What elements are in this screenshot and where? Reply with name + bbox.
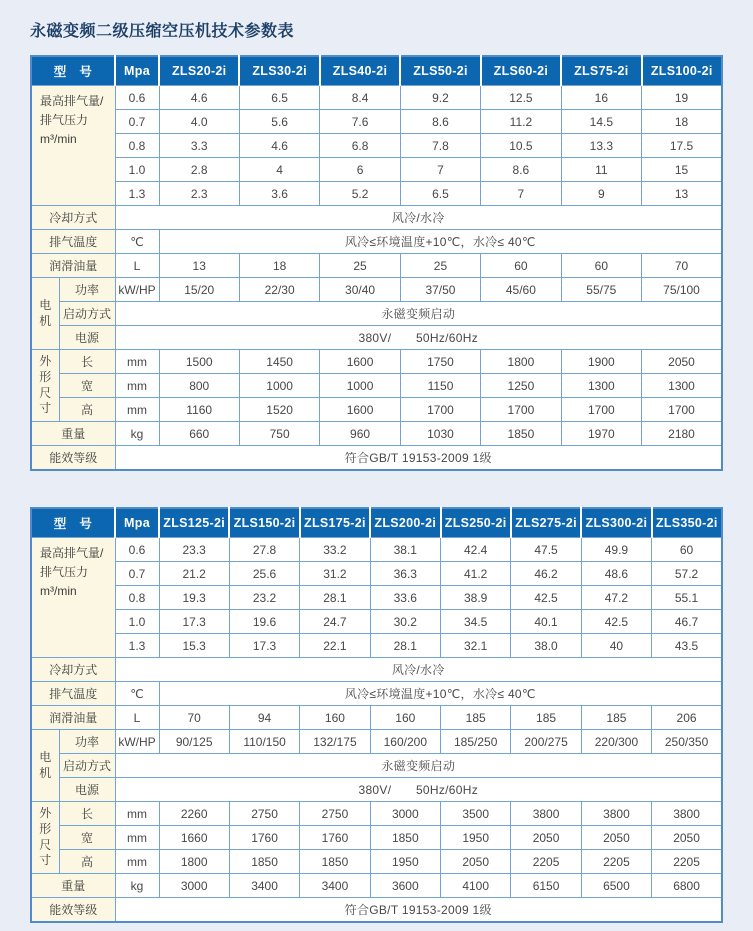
cooling-row-label: 冷却方式 bbox=[31, 658, 115, 682]
model-col-header: ZLS30-2i bbox=[239, 56, 319, 86]
weight-value-cell: 4100 bbox=[441, 874, 511, 898]
length-value-cell: 3500 bbox=[441, 802, 511, 826]
exhaust-temp-row-label: 排气温度 bbox=[31, 230, 115, 254]
start-mode-value-cell: 永磁变频启动 bbox=[115, 302, 722, 326]
flow-value-cell: 7 bbox=[400, 158, 480, 182]
power-value-cell: 45/60 bbox=[481, 278, 561, 302]
flow-value-cell: 41.2 bbox=[441, 562, 511, 586]
power-value-cell: 250/350 bbox=[652, 730, 722, 754]
flow-value-cell: 55.1 bbox=[652, 586, 722, 610]
mpa-value-cell: 1.0 bbox=[115, 158, 159, 182]
power-value-cell: 160/200 bbox=[370, 730, 440, 754]
flow-value-cell: 19.6 bbox=[229, 610, 299, 634]
power-row-label: 功率 bbox=[59, 730, 115, 754]
model-col-header: ZLS60-2i bbox=[481, 56, 561, 86]
oil-value-cell: 60 bbox=[561, 254, 641, 278]
height-value-cell: 1850 bbox=[229, 850, 299, 874]
model-col-header: ZLS100-2i bbox=[642, 56, 722, 86]
dimensions-group-label-char: 形 bbox=[39, 369, 52, 384]
flow-value-cell: 34.5 bbox=[441, 610, 511, 634]
flow-value-cell: 43.5 bbox=[652, 634, 722, 658]
length-value-cell: 1500 bbox=[159, 350, 239, 374]
flow-value-cell: 5.2 bbox=[320, 182, 400, 206]
flow-value-cell: 32.1 bbox=[441, 634, 511, 658]
cooling-value-cell: 风冷/水冷 bbox=[115, 658, 722, 682]
power-supply-value-cell: 380V/ 50Hz/60Hz bbox=[115, 326, 722, 350]
mpa-value-cell: 0.8 bbox=[115, 586, 159, 610]
height-value-cell: 1700 bbox=[481, 398, 561, 422]
power-value-cell: 30/40 bbox=[320, 278, 400, 302]
flow-value-cell: 13 bbox=[642, 182, 722, 206]
height-value-cell: 2205 bbox=[511, 850, 581, 874]
length-value-cell: 1800 bbox=[481, 350, 561, 374]
length-value-cell: 3800 bbox=[581, 802, 651, 826]
height-row-label: 高 bbox=[59, 850, 115, 874]
flow-value-cell: 36.3 bbox=[370, 562, 440, 586]
weight-value-cell: 660 bbox=[159, 422, 239, 446]
height-value-cell: 1600 bbox=[320, 398, 400, 422]
flow-value-cell: 15 bbox=[642, 158, 722, 182]
flow-label-line: m³/min bbox=[40, 132, 77, 147]
mm-unit-cell: mm bbox=[115, 350, 159, 374]
length-value-cell: 2750 bbox=[229, 802, 299, 826]
weight-value-cell: 1030 bbox=[400, 422, 480, 446]
flow-value-cell: 18 bbox=[642, 110, 722, 134]
flow-value-cell: 33.2 bbox=[300, 538, 370, 562]
mpa-value-cell: 1.3 bbox=[115, 182, 159, 206]
oil-value-cell: 185 bbox=[511, 706, 581, 730]
height-value-cell: 1700 bbox=[400, 398, 480, 422]
height-value-cell: 1850 bbox=[300, 850, 370, 874]
flow-value-cell: 38.9 bbox=[441, 586, 511, 610]
flow-value-cell: 8.4 bbox=[320, 86, 400, 110]
length-value-cell: 1600 bbox=[320, 350, 400, 374]
energy-row-label: 能效等级 bbox=[31, 446, 115, 471]
motor-group-label-char: 电 bbox=[39, 297, 52, 312]
height-value-cell: 1160 bbox=[159, 398, 239, 422]
oil-value-cell: 160 bbox=[300, 706, 370, 730]
model-col-header: ZLS20-2i bbox=[159, 56, 239, 86]
flow-label-line: 最高排气量/ bbox=[40, 94, 104, 108]
celsius-unit-cell: ℃ bbox=[115, 682, 159, 706]
mpa-value-cell: 0.7 bbox=[115, 110, 159, 134]
length-value-cell: 3800 bbox=[511, 802, 581, 826]
width-value-cell: 1660 bbox=[159, 826, 229, 850]
width-value-cell: 2050 bbox=[581, 826, 651, 850]
width-row-label: 宽 bbox=[59, 374, 115, 398]
dimensions-group-label-char: 形 bbox=[39, 821, 52, 836]
power-value-cell: 55/75 bbox=[561, 278, 641, 302]
width-row-label: 宽 bbox=[59, 826, 115, 850]
mpa-header-cell: Mpa bbox=[115, 508, 159, 538]
width-value-cell: 2050 bbox=[511, 826, 581, 850]
flow-value-cell: 3.6 bbox=[239, 182, 319, 206]
flow-value-cell: 9.2 bbox=[400, 86, 480, 110]
flow-value-cell: 7.6 bbox=[320, 110, 400, 134]
flow-value-cell: 3.3 bbox=[159, 134, 239, 158]
model-col-header: ZLS40-2i bbox=[320, 56, 400, 86]
length-value-cell: 2260 bbox=[159, 802, 229, 826]
length-value-cell: 3800 bbox=[652, 802, 722, 826]
model-col-header: ZLS125-2i bbox=[159, 508, 229, 538]
dimensions-group-label-char: 尺 bbox=[39, 385, 52, 400]
motor-group-label-char: 电 bbox=[39, 749, 52, 764]
flow-label-line: 排气压力 bbox=[40, 565, 89, 580]
flow-value-cell: 15.3 bbox=[159, 634, 229, 658]
flow-value-cell: 30.2 bbox=[370, 610, 440, 634]
power-value-cell: 220/300 bbox=[581, 730, 651, 754]
flow-value-cell: 57.2 bbox=[652, 562, 722, 586]
flow-value-cell: 21.2 bbox=[159, 562, 229, 586]
flow-value-cell: 47.5 bbox=[511, 538, 581, 562]
flow-value-cell: 14.5 bbox=[561, 110, 641, 134]
liter-unit-cell: L bbox=[115, 254, 159, 278]
length-value-cell: 2050 bbox=[642, 350, 722, 374]
width-value-cell: 800 bbox=[159, 374, 239, 398]
oil-value-cell: 206 bbox=[652, 706, 722, 730]
model-header-cell: 型 号 bbox=[31, 508, 115, 538]
flow-value-cell: 12.5 bbox=[481, 86, 561, 110]
flow-value-cell: 6.5 bbox=[239, 86, 319, 110]
weight-row-label: 重量 bbox=[31, 874, 115, 898]
dimensions-group-label-char: 外 bbox=[39, 354, 52, 369]
power-row-label: 功率 bbox=[59, 278, 115, 302]
flow-value-cell: 40.1 bbox=[511, 610, 581, 634]
weight-value-cell: 3400 bbox=[300, 874, 370, 898]
start-mode-row-label: 启动方式 bbox=[59, 302, 115, 326]
width-value-cell: 1850 bbox=[370, 826, 440, 850]
start-mode-value-cell: 永磁变频启动 bbox=[115, 754, 722, 778]
weight-row-label: 重量 bbox=[31, 422, 115, 446]
dimensions-group-label-char: 寸 bbox=[39, 853, 52, 868]
weight-value-cell: 3600 bbox=[370, 874, 440, 898]
oil-value-cell: 94 bbox=[229, 706, 299, 730]
width-value-cell: 2050 bbox=[652, 826, 722, 850]
weight-value-cell: 960 bbox=[320, 422, 400, 446]
celsius-unit-cell: ℃ bbox=[115, 230, 159, 254]
length-value-cell: 1450 bbox=[239, 350, 319, 374]
model-col-header: ZLS75-2i bbox=[561, 56, 641, 86]
flow-value-cell: 17.3 bbox=[229, 634, 299, 658]
flow-value-cell: 11.2 bbox=[481, 110, 561, 134]
flow-label-line: 排气压力 bbox=[40, 113, 89, 128]
weight-value-cell: 1970 bbox=[561, 422, 641, 446]
length-value-cell: 2750 bbox=[300, 802, 370, 826]
length-row-label: 长 bbox=[59, 350, 115, 374]
flow-value-cell: 49.9 bbox=[581, 538, 651, 562]
oil-value-cell: 18 bbox=[239, 254, 319, 278]
power-supply-row-label: 电源 bbox=[59, 326, 115, 350]
flow-value-cell: 4.6 bbox=[239, 134, 319, 158]
power-supply-value-cell: 380V/ 50Hz/60Hz bbox=[115, 778, 722, 802]
model-header-cell: 型 号 bbox=[31, 56, 115, 86]
energy-row-label: 能效等级 bbox=[31, 898, 115, 923]
flow-value-cell: 60 bbox=[652, 538, 722, 562]
motor-group-label-char: 机 bbox=[39, 765, 52, 780]
flow-value-cell: 17.3 bbox=[159, 610, 229, 634]
oil-value-cell: 25 bbox=[320, 254, 400, 278]
oil-value-cell: 70 bbox=[159, 706, 229, 730]
flow-value-cell: 42.5 bbox=[581, 610, 651, 634]
flow-value-cell: 46.2 bbox=[511, 562, 581, 586]
height-value-cell: 1700 bbox=[561, 398, 641, 422]
height-row-label: 高 bbox=[59, 398, 115, 422]
height-value-cell: 2205 bbox=[652, 850, 722, 874]
mpa-value-cell: 0.6 bbox=[115, 86, 159, 110]
page-title: 永磁变频二级压缩空压机技术参数表 bbox=[30, 23, 295, 40]
oil-value-cell: 185 bbox=[581, 706, 651, 730]
height-value-cell: 2205 bbox=[581, 850, 651, 874]
width-value-cell: 1760 bbox=[229, 826, 299, 850]
flow-value-cell: 19.3 bbox=[159, 586, 229, 610]
kg-unit-cell: kg bbox=[115, 874, 159, 898]
width-value-cell: 1150 bbox=[400, 374, 480, 398]
dimensions-group-label-char: 尺 bbox=[39, 837, 52, 852]
power-value-cell: 75/100 bbox=[642, 278, 722, 302]
length-value-cell: 3000 bbox=[370, 802, 440, 826]
flow-value-cell: 4 bbox=[239, 158, 319, 182]
flow-value-cell: 4.6 bbox=[159, 86, 239, 110]
model-col-header: ZLS350-2i bbox=[652, 508, 722, 538]
width-value-cell: 1250 bbox=[481, 374, 561, 398]
length-row-label: 长 bbox=[59, 802, 115, 826]
tables-container bbox=[30, 55, 723, 923]
flow-value-cell: 7 bbox=[481, 182, 561, 206]
energy-value-cell: 符合GB/T 19153-2009 1级 bbox=[115, 446, 722, 471]
oil-value-cell: 185 bbox=[441, 706, 511, 730]
flow-value-cell: 42.4 bbox=[441, 538, 511, 562]
power-value-cell: 15/20 bbox=[159, 278, 239, 302]
flow-value-cell: 48.6 bbox=[581, 562, 651, 586]
oil-value-cell: 13 bbox=[159, 254, 239, 278]
height-value-cell: 2050 bbox=[441, 850, 511, 874]
flow-label-line: 最高排气量/ bbox=[40, 546, 104, 560]
flow-value-cell: 6.8 bbox=[320, 134, 400, 158]
width-value-cell: 1760 bbox=[300, 826, 370, 850]
mpa-value-cell: 1.3 bbox=[115, 634, 159, 658]
width-value-cell: 1000 bbox=[239, 374, 319, 398]
flow-value-cell: 5.6 bbox=[239, 110, 319, 134]
flow-value-cell: 9 bbox=[561, 182, 641, 206]
length-value-cell: 1750 bbox=[400, 350, 480, 374]
flow-value-cell: 38.0 bbox=[511, 634, 581, 658]
flow-value-cell: 16 bbox=[561, 86, 641, 110]
oil-value-cell: 60 bbox=[481, 254, 561, 278]
flow-value-cell: 28.1 bbox=[370, 634, 440, 658]
exhaust-temp-row-label: 排气温度 bbox=[31, 682, 115, 706]
weight-value-cell: 3400 bbox=[229, 874, 299, 898]
motor-group-label bbox=[31, 730, 59, 802]
oil-value-cell: 25 bbox=[400, 254, 480, 278]
flow-value-cell: 46.7 bbox=[652, 610, 722, 634]
height-value-cell: 1800 bbox=[159, 850, 229, 874]
flow-value-cell: 22.1 bbox=[300, 634, 370, 658]
width-value-cell: 1300 bbox=[642, 374, 722, 398]
weight-value-cell: 6500 bbox=[581, 874, 651, 898]
flow-value-cell: 4.0 bbox=[159, 110, 239, 134]
kg-unit-cell: kg bbox=[115, 422, 159, 446]
oil-value-cell: 70 bbox=[642, 254, 722, 278]
mpa-header-cell: Mpa bbox=[115, 56, 159, 86]
mpa-value-cell: 0.6 bbox=[115, 538, 159, 562]
exhaust-temp-value-cell: 风冷≤环境温度+10℃，水冷≤ 40℃ bbox=[159, 682, 722, 706]
flow-value-cell: 23.3 bbox=[159, 538, 229, 562]
flow-value-cell: 27.8 bbox=[229, 538, 299, 562]
mm-unit-cell: mm bbox=[115, 826, 159, 850]
width-value-cell: 1000 bbox=[320, 374, 400, 398]
flow-value-cell: 19 bbox=[642, 86, 722, 110]
flow-value-cell: 47.2 bbox=[581, 586, 651, 610]
length-value-cell: 1900 bbox=[561, 350, 641, 374]
flow-row-label bbox=[31, 86, 115, 206]
mm-unit-cell: mm bbox=[115, 850, 159, 874]
flow-value-cell: 7.8 bbox=[400, 134, 480, 158]
flow-value-cell: 42.5 bbox=[511, 586, 581, 610]
flow-value-cell: 23.2 bbox=[229, 586, 299, 610]
power-value-cell: 110/150 bbox=[229, 730, 299, 754]
flow-value-cell: 10.5 bbox=[481, 134, 561, 158]
flow-value-cell: 28.1 bbox=[300, 586, 370, 610]
height-value-cell: 1950 bbox=[370, 850, 440, 874]
power-value-cell: 90/125 bbox=[159, 730, 229, 754]
flow-value-cell: 38.1 bbox=[370, 538, 440, 562]
liter-unit-cell: L bbox=[115, 706, 159, 730]
flow-value-cell: 33.6 bbox=[370, 586, 440, 610]
spec-table-2 bbox=[30, 507, 723, 923]
dimensions-group-label-char: 外 bbox=[39, 806, 52, 821]
dimensions-group-label bbox=[31, 350, 59, 422]
power-value-cell: 132/175 bbox=[300, 730, 370, 754]
motor-group-label-char: 机 bbox=[39, 313, 52, 328]
flow-value-cell: 8.6 bbox=[481, 158, 561, 182]
weight-value-cell: 6150 bbox=[511, 874, 581, 898]
weight-value-cell: 2180 bbox=[642, 422, 722, 446]
width-value-cell: 1950 bbox=[441, 826, 511, 850]
mm-unit-cell: mm bbox=[115, 374, 159, 398]
model-col-header: ZLS275-2i bbox=[511, 508, 581, 538]
kwhp-unit-cell: kW/HP bbox=[115, 278, 159, 302]
start-mode-row-label: 启动方式 bbox=[59, 754, 115, 778]
dimensions-group-label bbox=[31, 802, 59, 874]
motor-group-label bbox=[31, 278, 59, 350]
flow-value-cell: 25.6 bbox=[229, 562, 299, 586]
oil-row-label: 润滑油量 bbox=[31, 254, 115, 278]
power-value-cell: 37/50 bbox=[400, 278, 480, 302]
weight-value-cell: 750 bbox=[239, 422, 319, 446]
flow-label-line: m³/min bbox=[40, 584, 77, 599]
flow-value-cell: 31.2 bbox=[300, 562, 370, 586]
flow-value-cell: 6.5 bbox=[400, 182, 480, 206]
weight-value-cell: 3000 bbox=[159, 874, 229, 898]
spec-table-1 bbox=[30, 55, 723, 471]
flow-value-cell: 8.6 bbox=[400, 110, 480, 134]
flow-value-cell: 2.8 bbox=[159, 158, 239, 182]
flow-value-cell: 6 bbox=[320, 158, 400, 182]
energy-value-cell: 符合GB/T 19153-2009 1级 bbox=[115, 898, 722, 923]
oil-value-cell: 160 bbox=[370, 706, 440, 730]
dimensions-group-label-char: 寸 bbox=[39, 401, 52, 416]
cooling-value-cell: 风冷/水冷 bbox=[115, 206, 722, 230]
weight-value-cell: 1850 bbox=[481, 422, 561, 446]
flow-value-cell: 17.5 bbox=[642, 134, 722, 158]
power-value-cell: 200/275 bbox=[511, 730, 581, 754]
flow-value-cell: 2.3 bbox=[159, 182, 239, 206]
power-value-cell: 22/30 bbox=[239, 278, 319, 302]
model-col-header: ZLS50-2i bbox=[400, 56, 480, 86]
model-col-header: ZLS250-2i bbox=[441, 508, 511, 538]
mpa-value-cell: 1.0 bbox=[115, 610, 159, 634]
power-value-cell: 185/250 bbox=[441, 730, 511, 754]
height-value-cell: 1700 bbox=[642, 398, 722, 422]
power-supply-row-label: 电源 bbox=[59, 778, 115, 802]
height-value-cell: 1520 bbox=[239, 398, 319, 422]
flow-value-cell: 13.3 bbox=[561, 134, 641, 158]
model-col-header: ZLS300-2i bbox=[581, 508, 651, 538]
kwhp-unit-cell: kW/HP bbox=[115, 730, 159, 754]
mpa-value-cell: 0.8 bbox=[115, 134, 159, 158]
oil-row-label: 润滑油量 bbox=[31, 706, 115, 730]
model-col-header: ZLS150-2i bbox=[229, 508, 299, 538]
mm-unit-cell: mm bbox=[115, 802, 159, 826]
model-col-header: ZLS200-2i bbox=[370, 508, 440, 538]
exhaust-temp-value-cell: 风冷≤环境温度+10℃，水冷≤ 40℃ bbox=[159, 230, 722, 254]
width-value-cell: 1300 bbox=[561, 374, 641, 398]
flow-value-cell: 11 bbox=[561, 158, 641, 182]
mm-unit-cell: mm bbox=[115, 398, 159, 422]
flow-value-cell: 40 bbox=[581, 634, 651, 658]
model-col-header: ZLS175-2i bbox=[300, 508, 370, 538]
mpa-value-cell: 0.7 bbox=[115, 562, 159, 586]
flow-value-cell: 24.7 bbox=[300, 610, 370, 634]
flow-row-label bbox=[31, 538, 115, 658]
weight-value-cell: 6800 bbox=[652, 874, 722, 898]
cooling-row-label: 冷却方式 bbox=[31, 206, 115, 230]
